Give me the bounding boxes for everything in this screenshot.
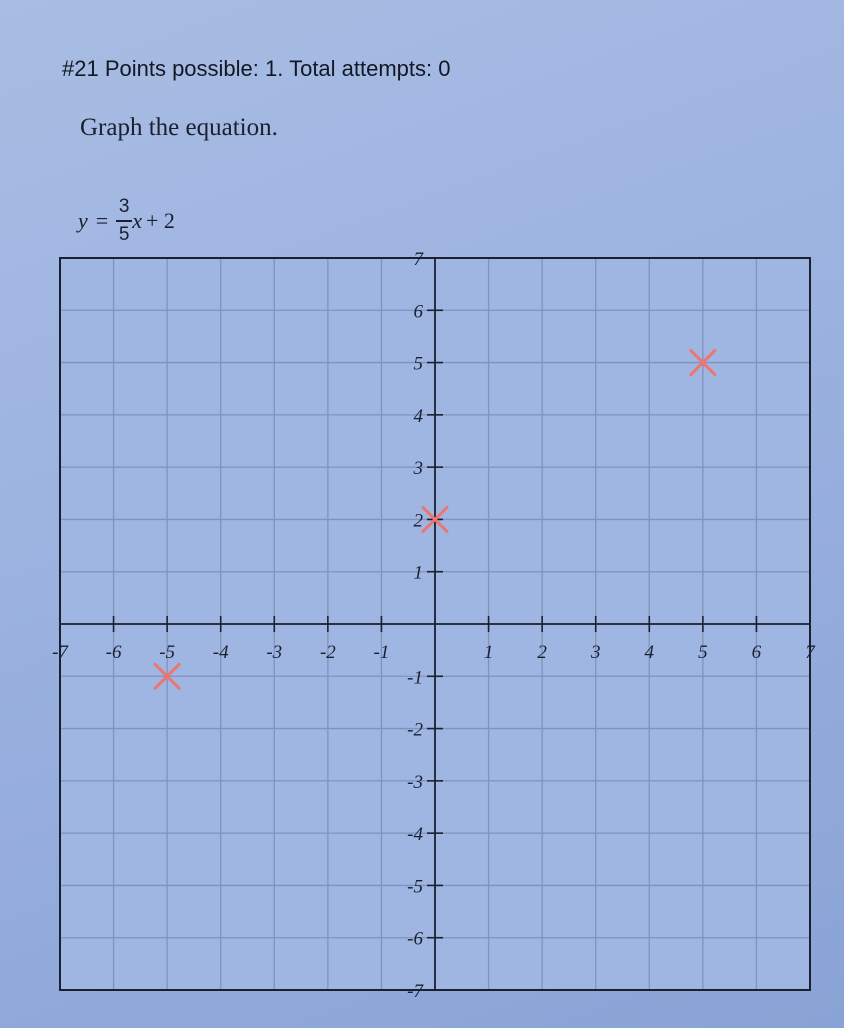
x-tick-label: -6 (105, 642, 122, 663)
y-tick-label: 5 (413, 353, 423, 375)
x-tick-label: -3 (266, 642, 283, 663)
equation-equals: = (95, 208, 109, 233)
y-tick-label: 3 (413, 458, 423, 480)
y-tick-label: -2 (407, 719, 423, 741)
x-tick-label: 6 (751, 642, 762, 663)
x-tick-label: 3 (590, 642, 601, 663)
fraction-numerator: 3 (118, 196, 130, 217)
problem-instruction: Graph the equation. (80, 114, 278, 141)
y-tick-label: 2 (413, 510, 423, 532)
x-tick-label: 5 (698, 642, 708, 663)
y-tick-label: -4 (407, 824, 423, 846)
y-tick-label: -5 (407, 876, 423, 898)
equation-lhs: y (78, 208, 88, 233)
x-tick-label: 1 (483, 642, 494, 663)
y-tick-label: 6 (413, 301, 423, 323)
x-tick-label: -1 (373, 642, 390, 663)
equation-tail: + 2 (145, 208, 175, 233)
y-tick-label: -6 (407, 928, 423, 950)
fraction-denominator: 5 (118, 224, 130, 245)
y-tick-label: 4 (413, 405, 423, 427)
y-tick-label: -3 (407, 771, 423, 793)
problem-header: #21 Points possible: 1. Total attempts: 0 (62, 56, 451, 81)
y-tick-label: 7 (413, 249, 423, 270)
x-tick-label: -4 (212, 642, 229, 663)
x-tick-label: -7 (52, 642, 68, 663)
x-tick-label: -5 (159, 642, 176, 663)
x-tick-label: -2 (319, 642, 336, 663)
y-tick-label: -1 (407, 667, 423, 689)
x-tick-label: 7 (805, 642, 815, 663)
x-tick-label: 2 (537, 642, 547, 663)
y-tick-label: 1 (413, 562, 423, 584)
y-tick-label: -7 (407, 981, 423, 1002)
equation-variable: x (132, 208, 142, 233)
x-tick-label: 4 (644, 642, 655, 663)
